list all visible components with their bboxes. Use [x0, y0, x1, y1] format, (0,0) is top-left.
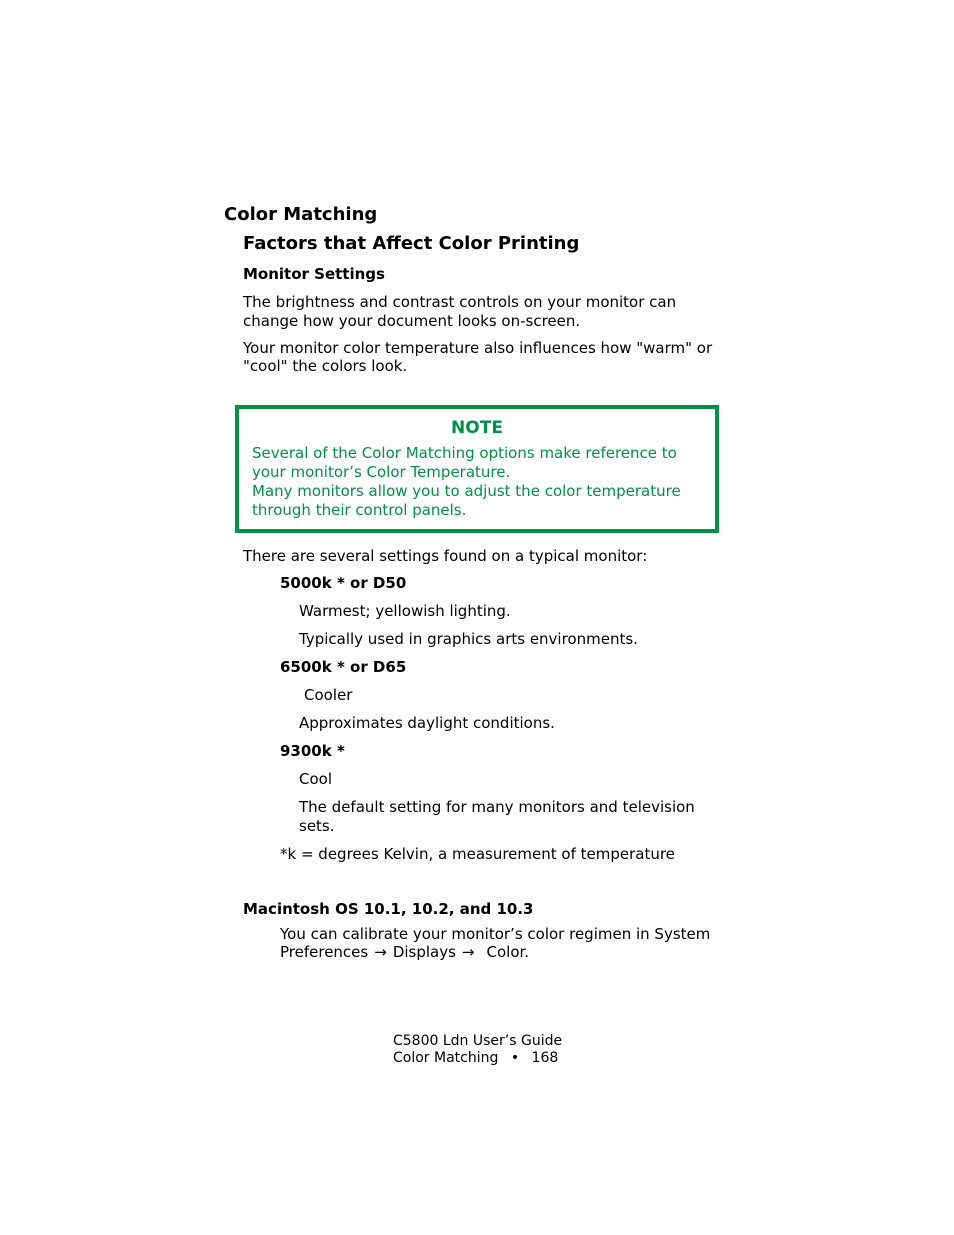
note-line: through their control panels.	[252, 501, 467, 519]
footer-guide: C5800 Ldn User’s Guide	[393, 1033, 563, 1049]
mac-heading: Macintosh OS 10.1, 10.2, and 10.3	[243, 900, 534, 918]
setting-desc: Typically used in graphics arts environments.	[299, 630, 638, 648]
setting-desc: Cooler	[304, 686, 353, 704]
mac-displays: Displays	[392, 943, 456, 961]
monitor-para1-line1: The brightness and contrast controls on your monitor can	[243, 293, 677, 311]
arrow-right-icon: →	[461, 943, 475, 961]
mac-line1: You can calibrate your monitor’s color regimen in System	[280, 925, 711, 943]
monitor-para2-line1: Your monitor color temperature also influences how "warm" or	[243, 339, 713, 357]
footer-section: Color Matching	[393, 1050, 499, 1066]
footer-bullet: •	[510, 1050, 520, 1066]
monitor-para1-line2: change how your document looks on-screen.	[243, 312, 581, 330]
setting-desc: Warmest; yellowish lighting.	[299, 602, 511, 620]
monitor-para2-line2: "cool" the colors look.	[243, 357, 408, 375]
setting-name-9300k: 9300k *	[280, 742, 345, 760]
note-line: your monitor’s Color Temperature.	[252, 463, 511, 481]
setting-desc: sets.	[299, 817, 335, 835]
arrow-right-icon: →	[374, 943, 387, 961]
setting-desc: Cool	[299, 770, 332, 788]
settings-intro: There are several settings found on a typical monitor:	[243, 547, 648, 565]
mac-prefs: Preferences	[280, 943, 369, 961]
section-title: Color Matching	[224, 204, 378, 225]
setting-desc: Approximates daylight conditions.	[299, 714, 555, 732]
mac-color: Color.	[486, 943, 530, 961]
note-box	[235, 405, 719, 533]
monitor-settings-heading: Monitor Settings	[243, 265, 385, 283]
footnote: *k = degrees Kelvin, a measurement of temperature	[280, 845, 675, 863]
mac-line2	[280, 943, 529, 962]
setting-name-5000k: 5000k * or D50	[280, 574, 407, 592]
setting-desc: The default setting for many monitors and television	[299, 798, 695, 816]
subsection-title: Factors that Affect Color Printing	[243, 233, 580, 254]
note-title: NOTE	[451, 418, 503, 438]
footer-section-line	[393, 1050, 558, 1066]
footer-page-number: 168	[531, 1050, 559, 1066]
note-text	[252, 444, 681, 520]
note-line: Several of the Color Matching options make reference to	[252, 444, 677, 462]
note-line: Many monitors allow you to adjust the color temperature	[252, 482, 681, 500]
setting-name-6500k: 6500k * or D65	[280, 658, 407, 676]
